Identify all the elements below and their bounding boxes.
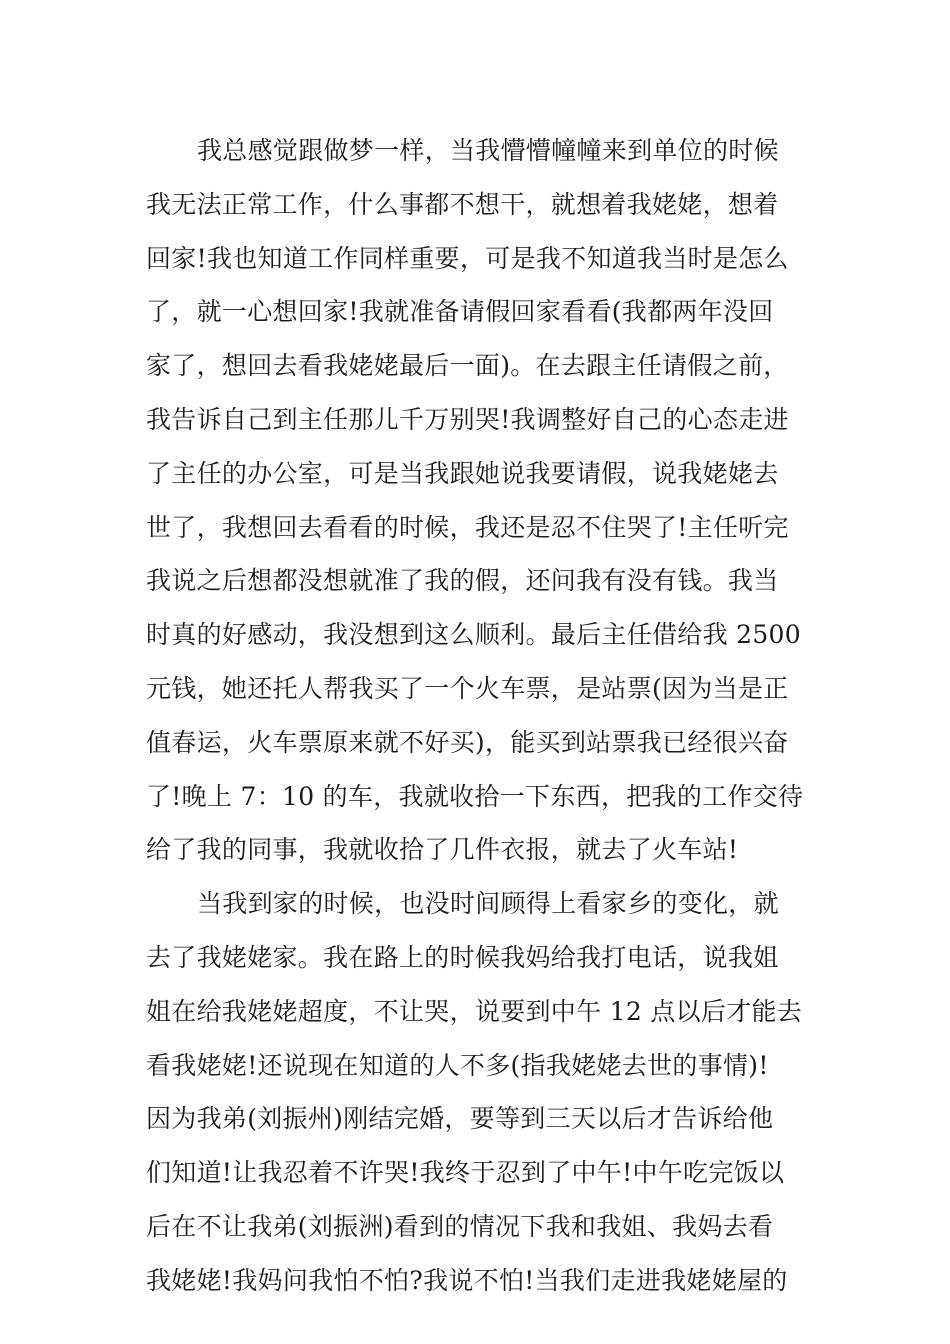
paragraph-2-line-5: 因为我弟(刘振州)刚结完婚，要等到三天以后才告诉给他 — [146, 1104, 774, 1134]
paragraph-1-line-14: 给了我的同事，我就收拾了几件衣报，就去了火车站! — [146, 835, 739, 865]
paragraph-1-line-6: 我告诉自己到主任那儿千万别哭!我调整好自己的心态走进 — [146, 404, 789, 434]
paragraph-1-line-4: 了，就一心想回家!我就准备请假回家看看(我都两年没回 — [146, 297, 774, 327]
body-text — [146, 124, 811, 1308]
paragraph-1-line-2: 我无法正常工作，什么事都不想干，就想着我姥姥，想着 — [146, 189, 779, 219]
paragraph-2-line-7: 后在不让我弟(刘振洲)看到的情况下我和我姐、我妈去看 — [146, 1211, 774, 1241]
paragraph-2-line-1: 当我到家的时候，也没时间顾得上看家乡的变化，就 — [197, 889, 779, 919]
paragraph-1-line-11: 元钱，她还托人帮我买了一个火车票，是站票(因为当是正 — [146, 673, 789, 703]
paragraph-1-line-1: 我总感觉跟做梦一样，当我懵懵幢幢来到单位的时候 — [197, 136, 779, 165]
paragraph-1-line-8: 世了，我想回去看看的时候，我还是忍不住哭了!主任听完 — [146, 512, 789, 542]
paragraph-2-line-3: 姐在给我姥姥超度，不让哭，说要到中午 12 点以后才能去 — [146, 996, 803, 1026]
paragraph-2-line-6: 们知道!让我忍着不许哭!我终于忍到了中午!中午吃完饭以 — [146, 1158, 785, 1188]
paragraph-2-line-4: 看我姥姥!还说现在知道的人不多(指我姥姥去世的事情)! — [146, 1050, 769, 1080]
paragraph-1-line-5: 家了，想回去看我姥姥最后一面)。在去跟主任请假之前， — [146, 351, 789, 381]
paragraph-2-line-2: 去了我姥姥家。我在路上的时候我妈给我打电话，说我姐 — [146, 942, 779, 972]
paragraph-1-line-10: 时真的好感动，我没想到这么顺利。最后主任借给我 2500 — [146, 620, 801, 650]
paragraph-1-line-7: 了主任的办公室，可是当我跟她说我要请假，说我姥姥去 — [146, 458, 779, 488]
paragraph-1-line-12: 值春运，火车票原来就不好买)，能买到站票我已经很兴奋 — [146, 727, 789, 757]
paragraph-2-line-8: 我姥姥!我妈问我怕不怕?我说不怕!当我们走进我姥姥屋的 — [146, 1265, 788, 1295]
paragraph-1-line-9: 我说之后想都没想就准了我的假，还问我有没有钱。我当 — [146, 566, 779, 596]
paragraph-1-line-13: 了!晚上 7：10 的车，我就收拾一下东西，把我的工作交待 — [146, 781, 804, 811]
paragraph-1-line-3: 回家!我也知道工作同样重要，可是我不知道我当时是怎么 — [146, 243, 789, 273]
